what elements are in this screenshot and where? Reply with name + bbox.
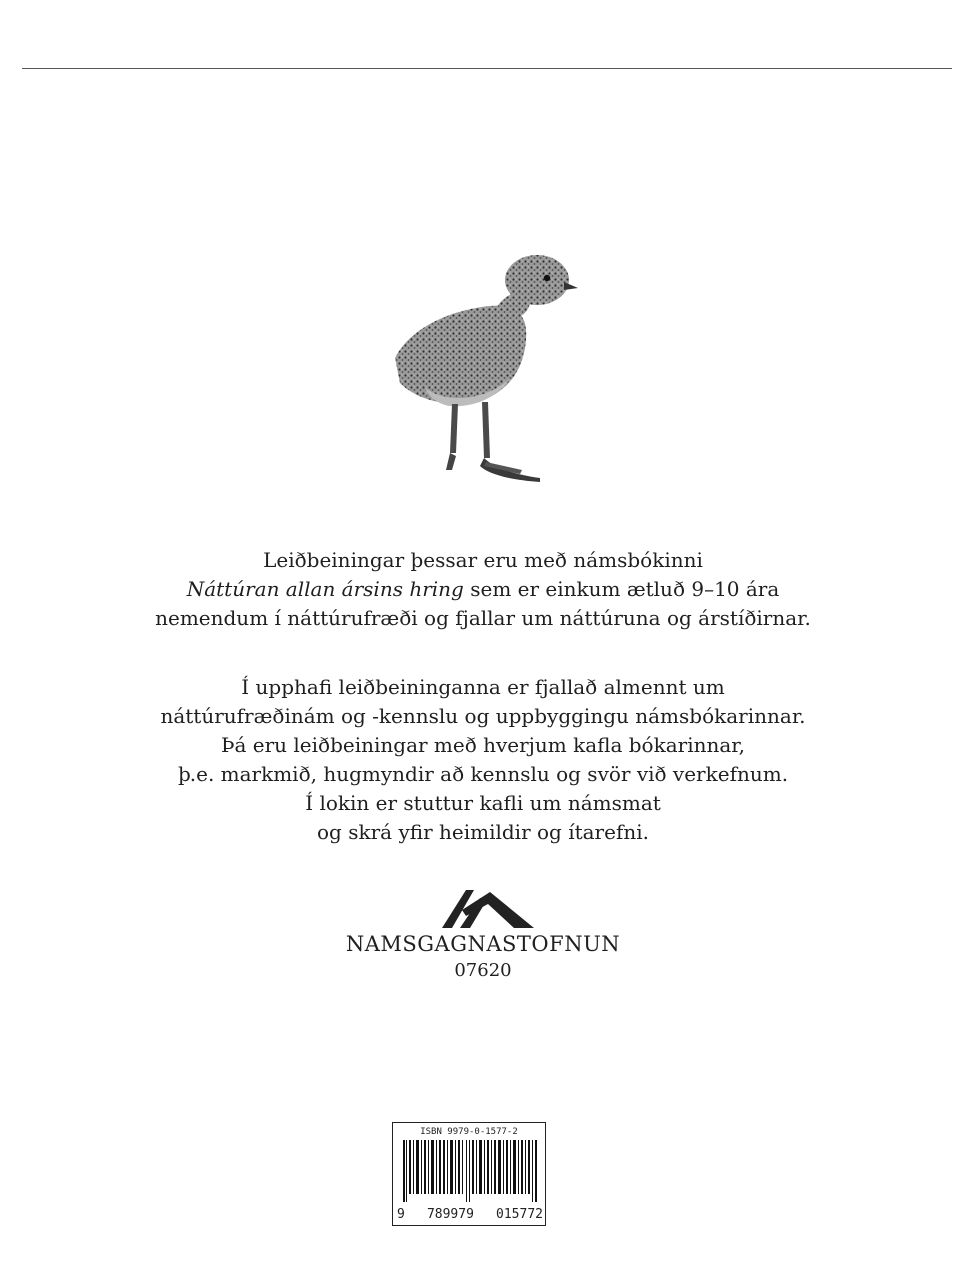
contents-line: þ.e. markmið, hugmyndir að kennslu og svör við verkefnum. [177,762,789,786]
contents-line: Þá eru leiðbeiningar með hverjum kafla bókarinnar, [220,733,746,757]
ean-lead-digit: 9 [397,1207,405,1222]
contents-paragraph [0,673,966,847]
description-line-2 [0,575,966,604]
publisher-code: 07620 [454,960,512,981]
contents-line: og skrá yfir heimildir og ítarefni. [317,820,649,844]
isbn-label: ISBN 9979-0-1577-2 [420,1127,518,1137]
contents-line: náttúrufræðinám og -kennslu og uppbyggingu námsbókarinnar. [160,704,806,728]
bird-chick-illustration [380,248,590,498]
contents-line: Í upphafi leiðbeininganna er fjallað almennt um [241,675,725,699]
ean-left-group: 789979 [426,1207,474,1222]
description-paragraph [0,546,966,633]
ean-right-group: 015772 [496,1207,543,1222]
description-line-2-rest: sem er einkum ætluð 9–10 ára [463,577,780,601]
publisher-name: NAMSGAGNASTOFNUN [345,932,621,956]
ean-digits [395,1207,543,1222]
isbn-barcode [392,1122,546,1226]
barcode-bars [403,1140,537,1202]
publisher-logo [440,888,536,930]
description-line-1: Leiðbeiningar þessar eru með námsbókinni [263,548,703,572]
contents-line: Í lokin er stuttur kafli um námsmat [305,791,661,815]
book-title: Náttúran allan ársins hring [186,577,464,601]
description-line-3: nemendum í náttúrufræði og fjallar um náttúruna og árstíðirnar. [155,606,811,630]
top-rule [22,68,952,69]
